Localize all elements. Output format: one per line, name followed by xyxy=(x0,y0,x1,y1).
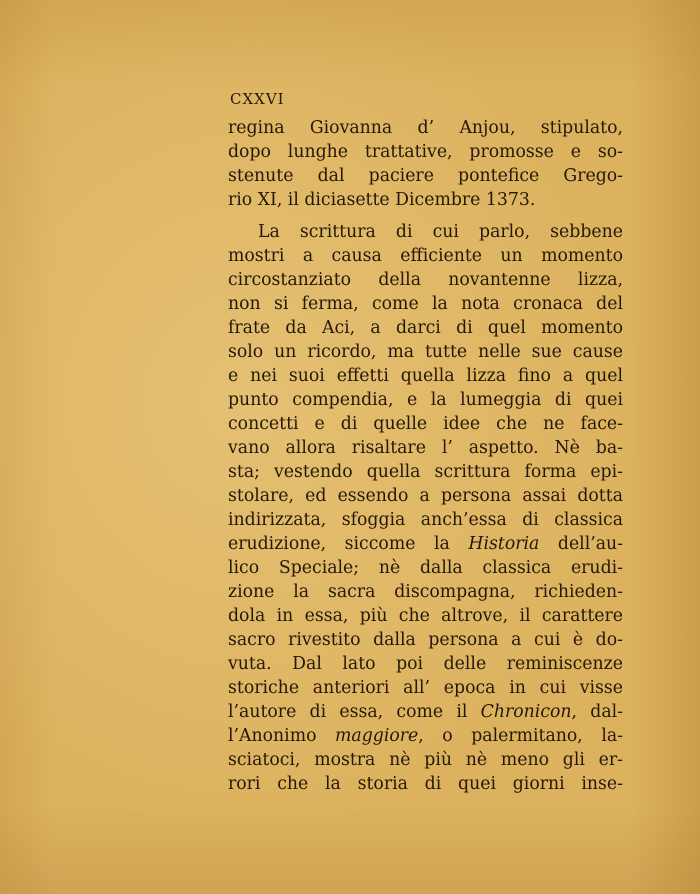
text-line xyxy=(228,724,623,748)
italic-title-historia: Historia xyxy=(468,534,540,554)
body-text xyxy=(228,116,623,796)
text-line: stolare, ed essendo a persona assai dotta xyxy=(228,486,623,506)
text-line: e nei suoi effetti quella lizza fino a quel xyxy=(228,366,623,386)
text-line: stenute dal paciere pontefice Grego- xyxy=(228,166,623,186)
text-line: frate da Aci, a darci di quel momento xyxy=(228,318,623,338)
text-line xyxy=(228,700,623,724)
text-line: punto compendia, e la lumeggia di quei xyxy=(228,390,623,410)
text-segment: dell’au- xyxy=(539,534,623,554)
text-line: sacro rivestito dalla persona a cui è do- xyxy=(228,630,623,650)
text-segment: , dal- xyxy=(571,702,623,722)
text-line: zione la sacra discompagna, richieden- xyxy=(228,582,623,602)
text-line: regina Giovanna d’ Anjou, stipulato, xyxy=(228,118,623,138)
text-line: lico Speciale; nè dalla classica erudi- xyxy=(228,558,623,578)
text-line: storiche anteriori all’ epoca in cui visse xyxy=(228,678,623,698)
text-line: rio XI, il diciasette Dicembre 1373. xyxy=(228,190,536,210)
text-line: mostri a causa efficiente un momento xyxy=(228,246,623,266)
text-segment: erudizione, siccome la xyxy=(228,534,469,554)
italic-title-chronicon: Chronicon xyxy=(480,702,572,722)
text-line: vuta. Dal lato poi delle reminiscenze xyxy=(228,654,623,674)
text-line: sciatoci, mostra nè più nè meno gli er- xyxy=(228,750,623,770)
text-segment: l’Anonimo xyxy=(228,726,336,746)
text-line: non si ferma, come la nota cronaca del xyxy=(228,294,623,314)
text-segment: l’autore di essa, come il xyxy=(228,702,481,722)
text-segment: , o palermitano, la- xyxy=(418,726,623,746)
italic-word-maggiore: maggiore xyxy=(335,726,419,746)
text-line xyxy=(228,532,623,556)
text-line: indirizzata, sfoggia anch’essa di classica xyxy=(228,510,623,530)
text-line: vano allora risaltare l’ aspetto. Nè ba- xyxy=(228,438,623,458)
page-number: CXXVI xyxy=(230,90,285,108)
paragraph-gap xyxy=(228,212,623,220)
text-line: rori che la storia di quei giorni inse- xyxy=(228,774,623,794)
text-line: sta; vestendo quella scrittura forma epi- xyxy=(228,462,623,482)
text-line: circostanziato della novantenne lizza, xyxy=(228,270,623,290)
text-line: La scrittura di cui parlo, sebbene xyxy=(258,222,623,242)
text-line: dola in essa, più che altrove, il carattere xyxy=(228,606,623,626)
text-line: concetti e di quelle idee che ne face- xyxy=(228,414,623,434)
text-line: dopo lunghe trattative, promosse e so- xyxy=(228,142,623,162)
text-line: solo un ricordo, ma tutte nelle sue cause xyxy=(228,342,623,362)
